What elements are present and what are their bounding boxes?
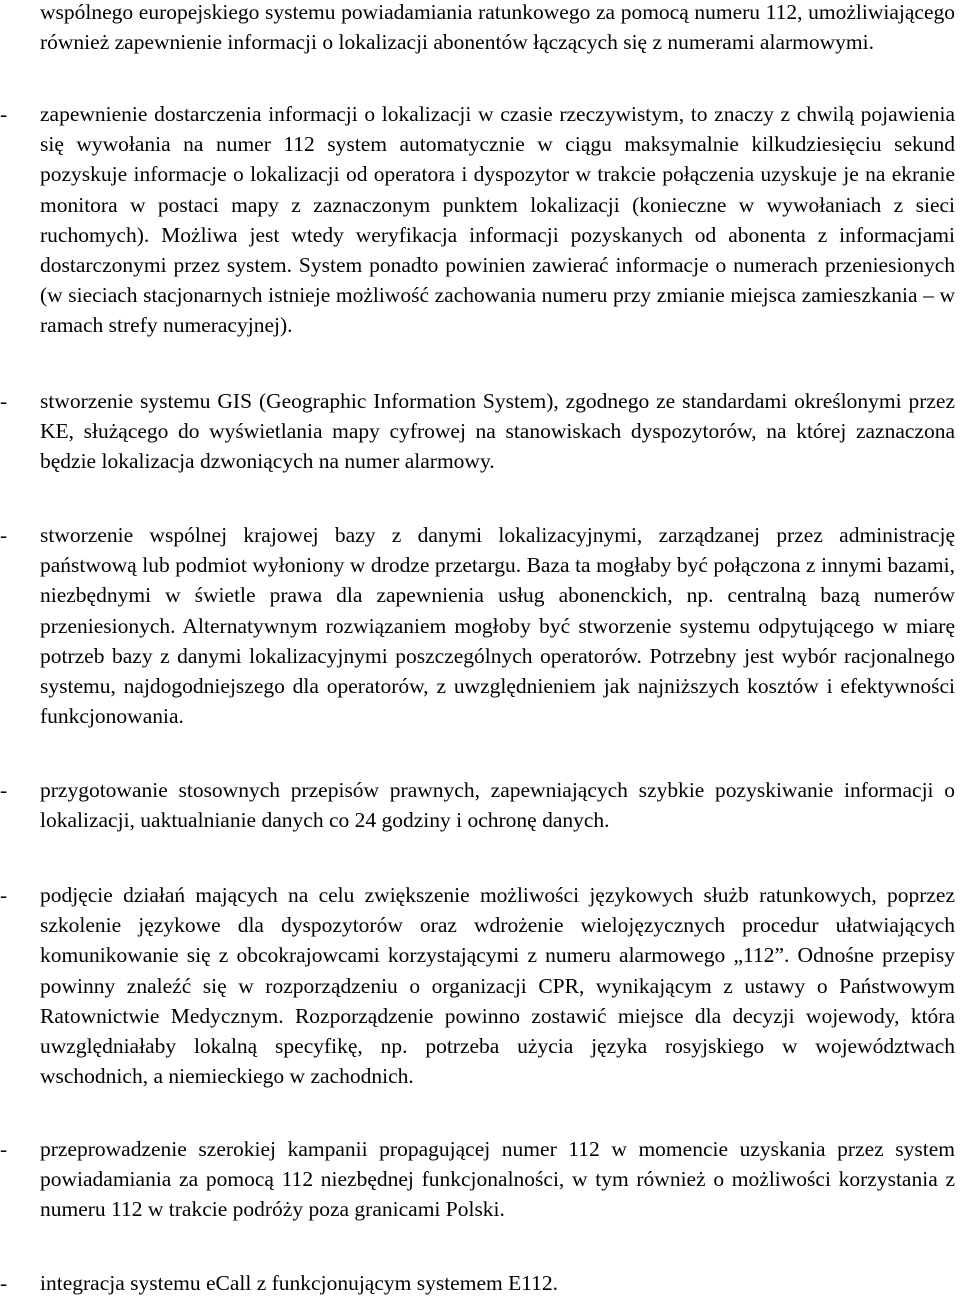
list-dash: - xyxy=(0,102,8,126)
list-dash: - xyxy=(0,778,8,802)
list-item-text: integracja systemu eCall z funkcjonującym systemem E112. xyxy=(40,1271,559,1295)
list-dash: - xyxy=(0,389,8,413)
list-item-text: zapewnienie dostarczenia informacji o lokalizacji w czasie rzeczywistym, to znaczy z chwilą pojawienia się wywołania na numer 112 system automatycznie w ciągu maksymalnie kilkudziesięciu sekund pozyskuje informacje o lokalizacji od operatora i dyspozytor w trakcie połączenia uzyskuje je na ekranie monitora w postaci mapy z zaznaczonym punktem lokalizacji (konieczne w wywołaniach z sieci ruchomych). Możliwa jest wtedy weryfikacja informacji pozyskanych od abonenta z informacjami dostarczonymi przez system. System ponadto powinien zawierać informacje o numerach przeniesionych (w sieciach stacjonarnych istnieje możliwość zachowania numeru przy zmianie miejsca zamieszkania – w ramach strefy numeracyjnej). xyxy=(40,102,955,338)
list-item-text: stworzenie systemu GIS (Geographic Information System), zgodnego ze standardami określonymi przez KE, służącego do wyświetlania mapy cyfrowej na stanowiskach dyspozytorów, na której zaznaczona będzie lokalizacja dzwoniących na numer alarmowy. xyxy=(40,389,955,474)
list-item-text: przeprowadzenie szerokiej kampanii propagującej numer 112 w momencie uzyskania przez system powiadamiania za pomocą 112 niezbędnej funkcjonalności, w tym również o możliwości korzystania z numeru 112 w trakcie podróży poza granicami Polski. xyxy=(40,1137,955,1222)
list-dash: - xyxy=(0,523,8,547)
list-item-text: przygotowanie stosownych przepisów prawnych, zapewniających szybkie pozyskiwanie informacji o lokalizacji, uaktualnianie danych co 24 godziny i ochronę danych. xyxy=(40,778,955,833)
list-dash: - xyxy=(0,1271,8,1295)
paragraph-text: wspólnego europejskiego systemu powiadamiania ratunkowego za pomocą numeru 112, umożliwiającego również zapewnienie informacji o lokalizacji abonentów łączących się z numerami alarmowymi. xyxy=(40,0,955,55)
list-item-text: stworzenie wspólnej krajowej bazy z danymi lokalizacyjnymi, zarządzanej przez administrację państwową lub podmiot wyłoniony w drodze przetargu. Baza ta mogłaby być połączona z innymi bazami, niezbędnymi w świetle prawa dla zapewnienia usług abonenckich, np. centralną bazą numerów przeniesionych. Alternatywnym rozwiązaniem mogłoby być stworzenie systemu odpytującego w miarę potrzeb bazy z danymi lokalizacyjnymi poszczególnych operatorów. Potrzebny jest wybór racjonalnego systemu, najdogodniejszego dla operatorów, z uwzględnieniem jak najniższych kosztów i efektywności funkcjonowania. xyxy=(40,523,955,729)
list-dash: - xyxy=(0,1137,8,1161)
list-item-text: podjęcie działań mających na celu zwiększenie możliwości językowych służb ratunkowych, poprzez szkolenie językowe dla dyspozytorów oraz wdrożenie wielojęzycznych procedur ułatwiających komunikowanie się z obcokrajowcami korzystającymi z numeru alarmowego „112”. Odnośne przepisy powinny znaleźć się w rozporządzeniu o organizacji CPR, wynikającym z ustawy o Państwowym Ratownictwie Medycznym. Rozporządzenie powinno zostawić miejsce dla decyzji wojewody, która uwzględniałaby lokalną specyfikę, np. potrzeba użycia języka rosyjskiego w województwach wschodnich, a niemieckiego w zachodnich. xyxy=(40,883,955,1089)
list-dash: - xyxy=(0,883,8,907)
